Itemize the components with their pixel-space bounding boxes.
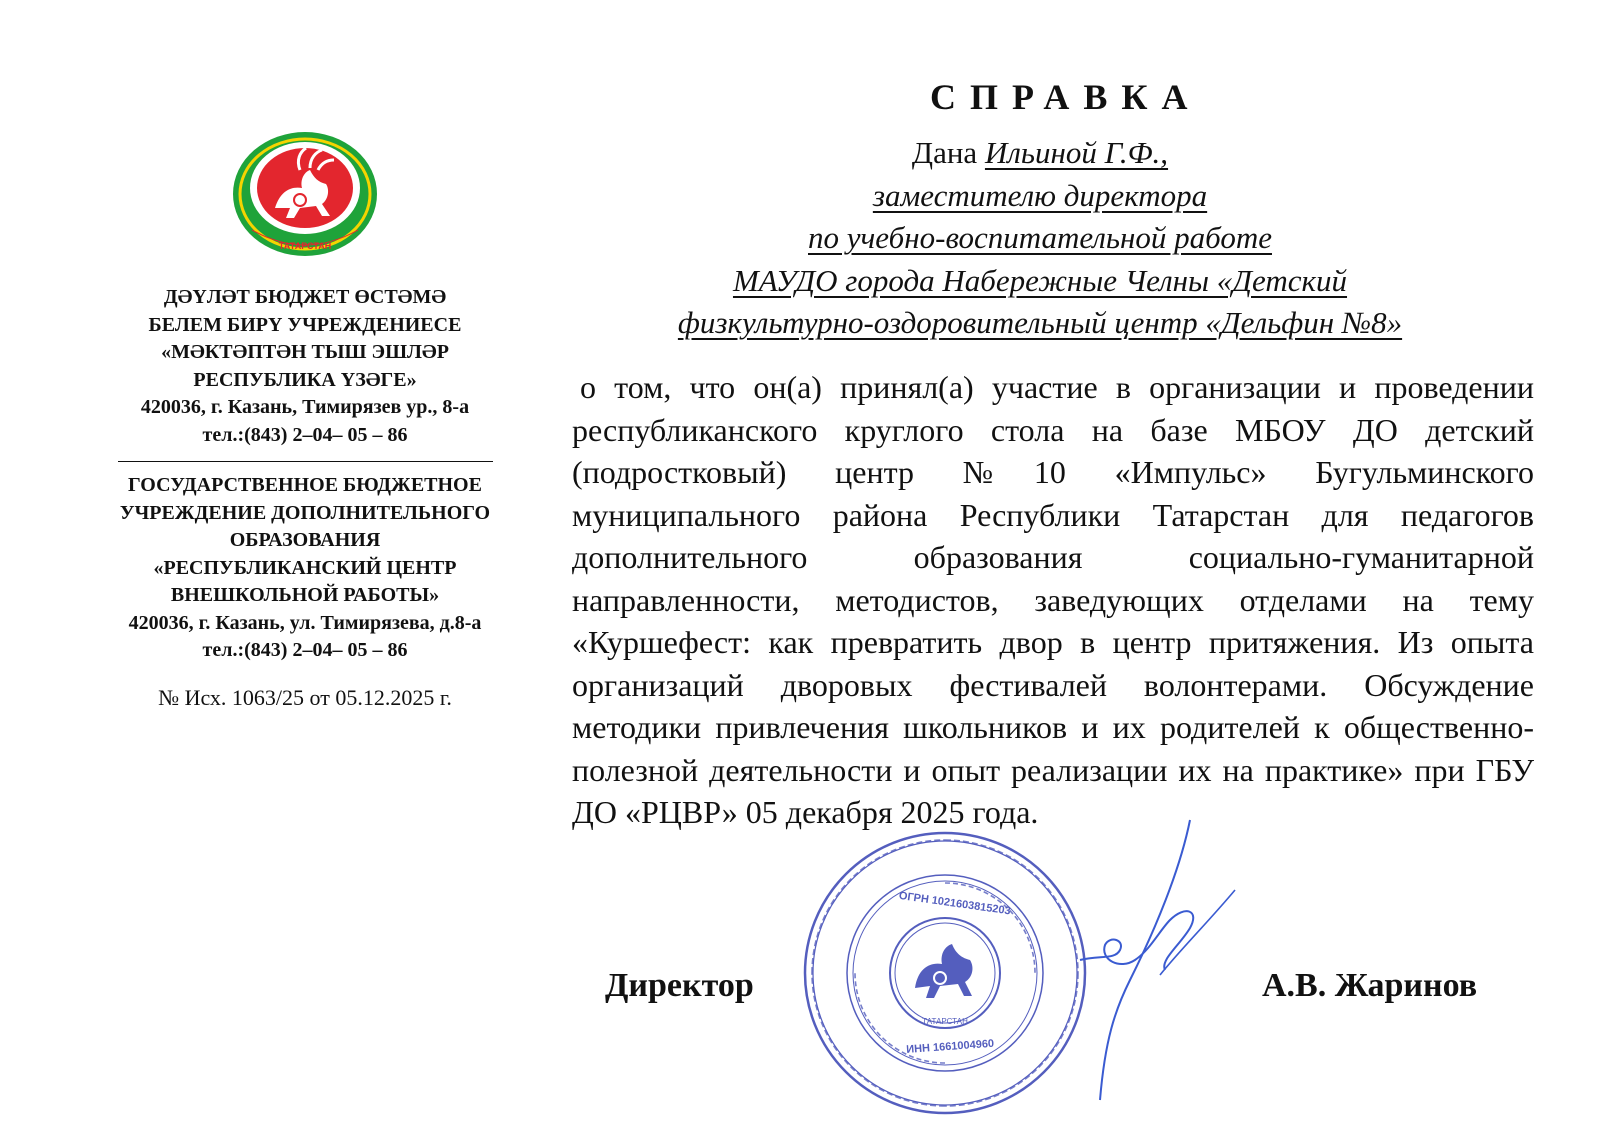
russian-org-line: УЧРЕЖДЕНИЕ ДОПОЛНИТЕЛЬНОГО (119, 501, 491, 524)
stamp-caption: ТАТАРСТАН (922, 1017, 968, 1026)
russian-org-line: ОБРАЗОВАНИЯ (229, 529, 381, 551)
russian-org-line: ГОСУДАРСТВЕННОЕ БЮДЖЕТНОЕ (128, 474, 482, 496)
stamp-inn: ИНН 1661004960 (905, 1037, 995, 1056)
recipient-department: по учебно-воспитательной работе (808, 220, 1272, 255)
recipient-name: Ильиной Г.Ф., (984, 135, 1169, 170)
tatar-org-line: ДӘҮЛӘТ БЮДЖЕТ ӨСТӘМӘ (163, 286, 447, 308)
director-signature (1060, 810, 1270, 1110)
tatar-org-line: БЕЛЕМ БИРҮ УЧРЕЖДЕНИЕСЕ (148, 313, 462, 336)
recipient-organization-cont: физкультурно-оздоровительный центр «Дельфин №8» (677, 305, 1403, 340)
russian-org-line: «РЕСПУБЛИКАНСКИЙ ЦЕНТР (153, 556, 457, 579)
stamp-ogrn: ОГРН 1021603815203 (898, 889, 1012, 918)
document-body: о том, что он(а) принял(а) участие в организации и проведении республиканского круглого стола на базе МБОУ ДО детский (подростковый) центр №10 «Импульс» Бугульминского муниципального района Республики Татарстан для педагогов дополнительного образования социально-гуманитарной направленности, методистов, заведующих отделами на тему «Куршефест: как превратить двор в центр притяжения. Из опыта организаций дворовых фестивалей волонтерами. Обсуждение методики привлечения школьников и их родителей к общественно-полезной деятельности и опыт реализации их на практике» при ГБУ ДО «РЦВР» 05 декабря 2025 года. (572, 369, 1534, 830)
recipient-organization: МАУДО города Набережные Челны «Детский (732, 262, 1348, 298)
tatar-org-phone: тел.:(843) 2–04– 05 – 86 (202, 423, 408, 446)
russian-org-phone: тел.:(843) 2–04– 05 – 86 (202, 639, 408, 661)
organization-stamp (800, 828, 1090, 1118)
tatar-org-line: «МӘКТӘПТӘН ТЫШ ЭШЛӘР (161, 341, 449, 363)
letterhead (70, 130, 540, 711)
emblem-caption: ТАТАРСТАН (278, 241, 332, 251)
document-title: СПРАВКА (930, 77, 1202, 117)
russian-org-address: 420036, г. Казань, ул. Тимирязева, д.8-а (128, 611, 482, 634)
issued-prefix: Дана (911, 135, 985, 170)
tatarstan-emblem-icon (230, 130, 380, 260)
letterhead-divider (118, 461, 493, 462)
signer-name: А.В. Жаринов (1262, 967, 1478, 1004)
recipient-position: заместителю директора (872, 177, 1208, 213)
signer-position: Директор (605, 967, 754, 1004)
recipient-name-line (570, 132, 1510, 175)
russian-org-line: ВНЕШКОЛЬНОЙ РАБОТЫ» (170, 584, 440, 606)
recipient-block (570, 132, 1510, 345)
russian-org-block (70, 472, 540, 665)
tatar-org-block (70, 284, 540, 449)
outgoing-ref-number: № Исх. 1063/25 от 05.12.2025 г. (158, 684, 452, 710)
tatar-org-line: РЕСПУБЛИКА ҮЗӘГЕ» (193, 368, 417, 391)
tatar-org-address: 420036, г. Казань, Тимирязев ур., 8-а (140, 396, 470, 418)
